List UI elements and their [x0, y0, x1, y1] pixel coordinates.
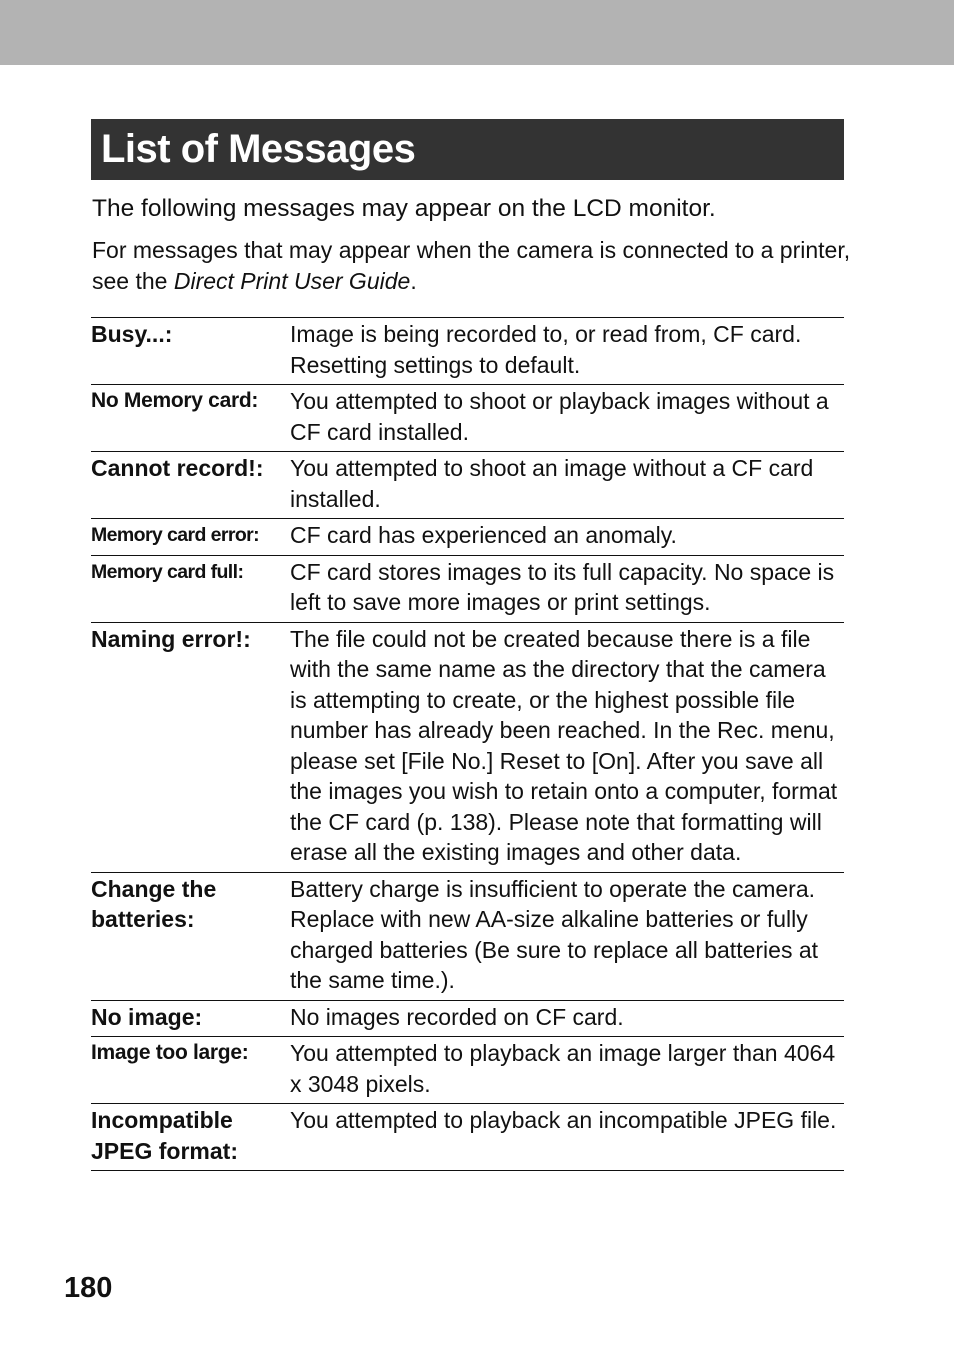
message-term: Busy...:: [91, 321, 173, 347]
message-description: You attempted to shoot an image without a CF card installed.: [290, 455, 814, 512]
message-row-memory-card-full: [91, 556, 844, 623]
message-term: Incompatible JPEG format:: [91, 1107, 238, 1164]
message-term: Memory card full:: [91, 560, 244, 583]
message-description: You attempted to shoot or playback images without a CF card installed.: [290, 388, 829, 445]
message-term: Image too large:: [91, 1041, 249, 1064]
message-row-memory-card-error: [91, 519, 844, 556]
page-number: 180: [64, 1272, 113, 1304]
header-band: [0, 0, 954, 65]
message-description: You attempted to playback an image larger than 4064 x 3048 pixels.: [290, 1040, 836, 1097]
note-text-before: For messages that may appear when the camera is connected to a printer, see the: [92, 237, 851, 294]
message-row-naming-error: [91, 623, 844, 873]
message-description: The file could not be created because there is a file with the same name as the directory that the camera is attempting to create, or the highest possible file number has already been reached. In the Rec. menu, please set [File No.] Reset to [On]. After you save all the images you wish to retain onto a computer, format the CF card (p. 138). Please note that formatting will erase all the existing images and other data.: [290, 625, 838, 865]
message-description: You attempted to playback an incompatible JPEG file.: [290, 1107, 837, 1133]
message-description: Battery charge is insufficient to operate the camera. Replace with new AA-size alkaline batteries or fully charged batteries (Be sure to replace all batteries at the same time.).: [290, 875, 819, 993]
note-text-after: .: [410, 268, 417, 294]
message-row-busy: [91, 318, 844, 385]
message-row-incompatible-jpeg: [91, 1104, 844, 1171]
message-description: CF card has experienced an anomaly.: [290, 522, 677, 548]
message-description: Image is being recorded to, or read from, CF card. Resetting settings to default.: [290, 321, 802, 378]
message-description: No images recorded on CF card.: [290, 1003, 624, 1030]
intro-text: The following messages may appear on the LCD monitor.: [92, 195, 716, 222]
section-title-bar: [91, 119, 844, 180]
message-row-no-memory-card: [91, 385, 844, 452]
message-row-cannot-record: [91, 452, 844, 519]
page-title: List of Messages: [101, 127, 416, 171]
note-text: [92, 235, 852, 297]
message-term: Change the batteries:: [91, 875, 217, 932]
message-term: Naming error!:: [91, 625, 251, 652]
messages-table: [91, 317, 844, 1171]
message-row-change-batteries: [91, 873, 844, 1001]
message-term: No Memory card:: [91, 389, 259, 412]
message-term: Cannot record!:: [91, 455, 264, 481]
message-row-image-too-large: [91, 1037, 844, 1104]
message-description: CF card stores images to its full capacity. No space is left to save more images or print settings.: [290, 558, 835, 615]
message-term: No image:: [91, 1003, 203, 1030]
guide-title: Direct Print User Guide: [173, 268, 411, 294]
message-term: Memory card error:: [91, 524, 260, 546]
message-row-no-image: [91, 1001, 844, 1038]
